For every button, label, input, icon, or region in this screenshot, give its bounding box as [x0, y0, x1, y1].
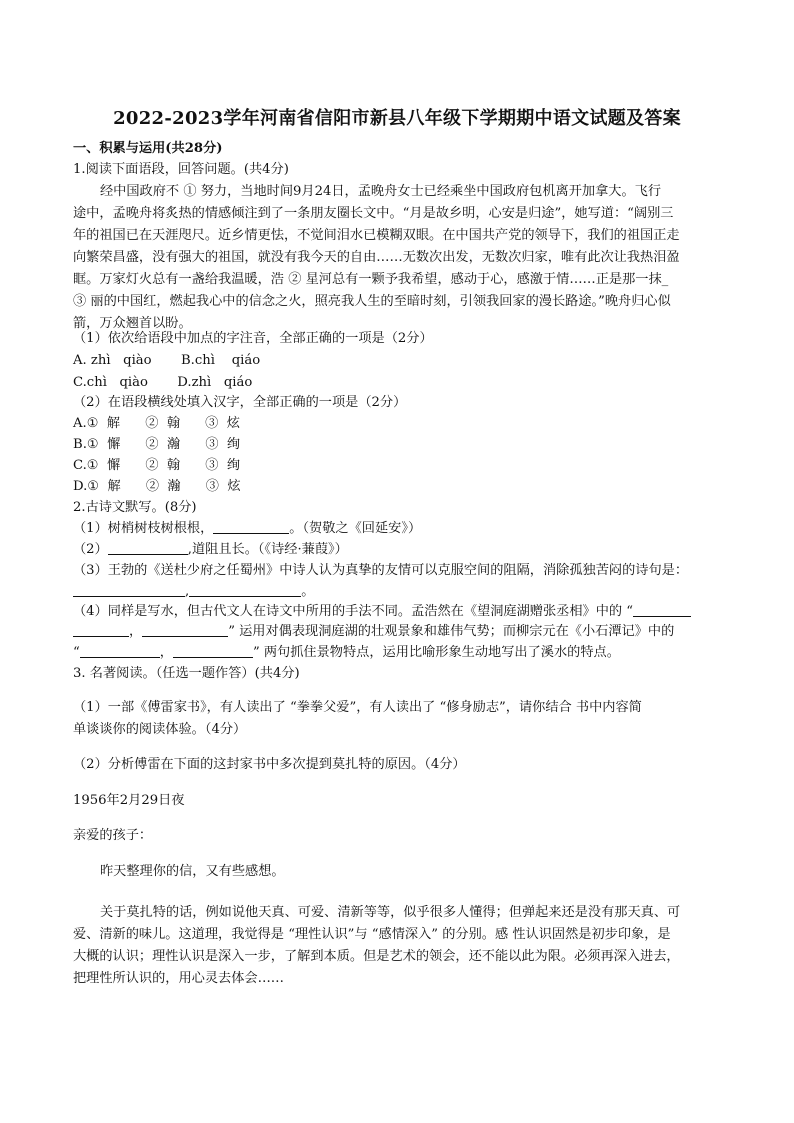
- q1-passage-line: 眶。万家灯火总有一盏给我温暖，浩 ② 星河总有一颗予我希望，感动于心，感激于情……正是那一抹_: [73, 272, 669, 287]
- q2-item-2-source: ,道阻且长。（《诗经·蒹葭》）: [187, 542, 348, 557]
- q2-item-1: [73, 518, 421, 540]
- answer-blank[interactable]: [142, 622, 228, 637]
- q2-stem: 2.古诗文默写。(8分): [73, 500, 197, 515]
- answer-blank[interactable]: [73, 622, 129, 637]
- answer-blank[interactable]: [189, 582, 301, 597]
- answer-blank[interactable]: [108, 540, 188, 555]
- section-heading: 一、积累与运用(共28分): [73, 141, 223, 156]
- page-title: 2022-2023学年河南省信阳市新县八年级下学期期中语文试题及答案: [113, 108, 681, 129]
- letter-line: 大概的认识；理性认识是深入一步，了解到本质。但是艺术的领会，还不能以此为限。必须再深入进去，: [73, 949, 680, 964]
- q1-passage-line: 年的祖国已在天涯咫尺。近乡情更怯，不觉间泪水已模糊双眼。在中国共产党的领导下，我们的祖国正走: [73, 228, 680, 243]
- q2-item-3-blanks: [73, 581, 314, 603]
- comma: ,: [185, 584, 190, 599]
- period: 。: [301, 584, 315, 599]
- letter-line: 把理性所认识的，用心灵去体会……: [73, 971, 284, 986]
- q2-item-3: （3）王勃的《送杜少府之任蜀州》中诗人认为真挚的友情可以克服空间的阻隔，消除孤独苦闷的诗句是：: [73, 563, 689, 578]
- q1-passage-line: 箭，万众翘首以盼。: [73, 316, 192, 331]
- q2-item-2-text: （2）: [73, 542, 108, 557]
- q1-sub1-options: C.chì qiào D.zhì qiáo: [73, 375, 253, 390]
- q1-option-a: A.① 解 ② 翰 ③ 炫: [73, 416, 240, 431]
- q1-option-b: B.① 懈 ② 瀚 ③ 绚: [73, 437, 241, 452]
- q2-item-4-text2: ” 运用对偶表现洞庭湖的壮观景象和雄伟气势；而柳宗元在《小石潭记》中的: [228, 624, 675, 639]
- answer-blank[interactable]: [173, 643, 253, 658]
- comma: ，: [129, 624, 143, 639]
- q1-passage-line: 向繁荣昌盛，没有强大的祖国，就没有我今天的自由……无数次出发，无数次归家，唯有此次让我热泪盈: [73, 250, 680, 265]
- q3-stem: 3. 名著阅读。（任选一题作答）(共4分): [73, 666, 300, 681]
- q3-sub1-cont: 单谈谈你的阅读体验。（4分）: [73, 722, 247, 737]
- comma: ，: [159, 645, 173, 660]
- q3-sub2: （2）分析傅雷在下面的这封家书中多次提到莫扎特的原因。（4分）: [73, 757, 466, 772]
- q1-sub2: （2）在语段横线处填入汉字，全部正确的一项是（2分）: [73, 395, 407, 410]
- q2-item-4-text3: ” 两句抓住景物特点，运用比喻形象生动地写出了溪水的特点。: [252, 645, 620, 660]
- q1-passage-line: 途中，孟晚舟将炙热的情感倾注到了一条朋友圈长文中。“月是故乡明，心安是归途”，她写道：“阔别三: [73, 206, 674, 221]
- q1-sub1: （1）依次给语段中加点的字注音，全部正确的一项是（2分）: [73, 331, 433, 346]
- q1-sub1-options: A. zhì qiào B.chì qiáo: [73, 353, 261, 368]
- q1-option-c: C.① 懈 ② 翰 ③ 绚: [73, 458, 241, 473]
- answer-blank[interactable]: [633, 602, 691, 617]
- q2-item-1-text: （1）树梢树枝树根根，: [73, 521, 214, 536]
- q3-sub1: （1）一部《傅雷家书》，有人读出了 “拳拳父爱”，有人读出了 “修身励志”，请你结合 书中内容简: [73, 700, 642, 715]
- letter-line: 关于莫扎特的话，例如说他天真、可爱、清新等等，似乎很多人懂得；但弹起来还是没有那天真、可: [100, 905, 681, 920]
- q1-option-d: D.① 解 ② 瀚 ③ 炫: [73, 479, 241, 494]
- letter-date: 1956年2月29日夜: [73, 793, 185, 808]
- answer-blank[interactable]: [80, 643, 160, 658]
- q2-item-1-source: 。（贺敬之《回延安》）: [289, 521, 422, 536]
- letter-line: 爱、清新的味儿。这道理，我觉得是 “理性认识”与 “感情深入” 的分别。感 性认识固然是初步印象，是: [73, 927, 671, 942]
- q2-item-2: [73, 539, 348, 561]
- answer-blank[interactable]: [213, 519, 289, 534]
- q1-passage-line: 经中国政府不 ① 努力，当地时间9月24日，孟晚舟女士已经乘坐中国政府包机离开加拿大。飞行: [100, 184, 662, 199]
- q2-item-4: [73, 601, 691, 623]
- letter-line: 昨天整理你的信，又有些感想。: [100, 864, 285, 879]
- letter-greeting: 亲爱的孩子：: [73, 828, 153, 843]
- q2-item-4-text: （4）同样是写水，但古代文人在诗文中所用的手法不同。孟浩然在《望洞庭湖赠张丞相》中的 “: [73, 604, 634, 619]
- quote-open: “: [73, 645, 80, 660]
- q2-item-4-cont: [73, 621, 674, 643]
- answer-blank[interactable]: [73, 582, 185, 597]
- q2-item-4-cont2: [73, 642, 620, 664]
- q1-passage-line: ③ 丽的中国红，燃起我心中的信念之火，照亮我人生的至暗时刻，引领我回家的漫长路途。”晚舟归心似: [73, 294, 671, 309]
- q1-stem: 1.阅读下面语段，回答问题。(共4分): [73, 162, 289, 177]
